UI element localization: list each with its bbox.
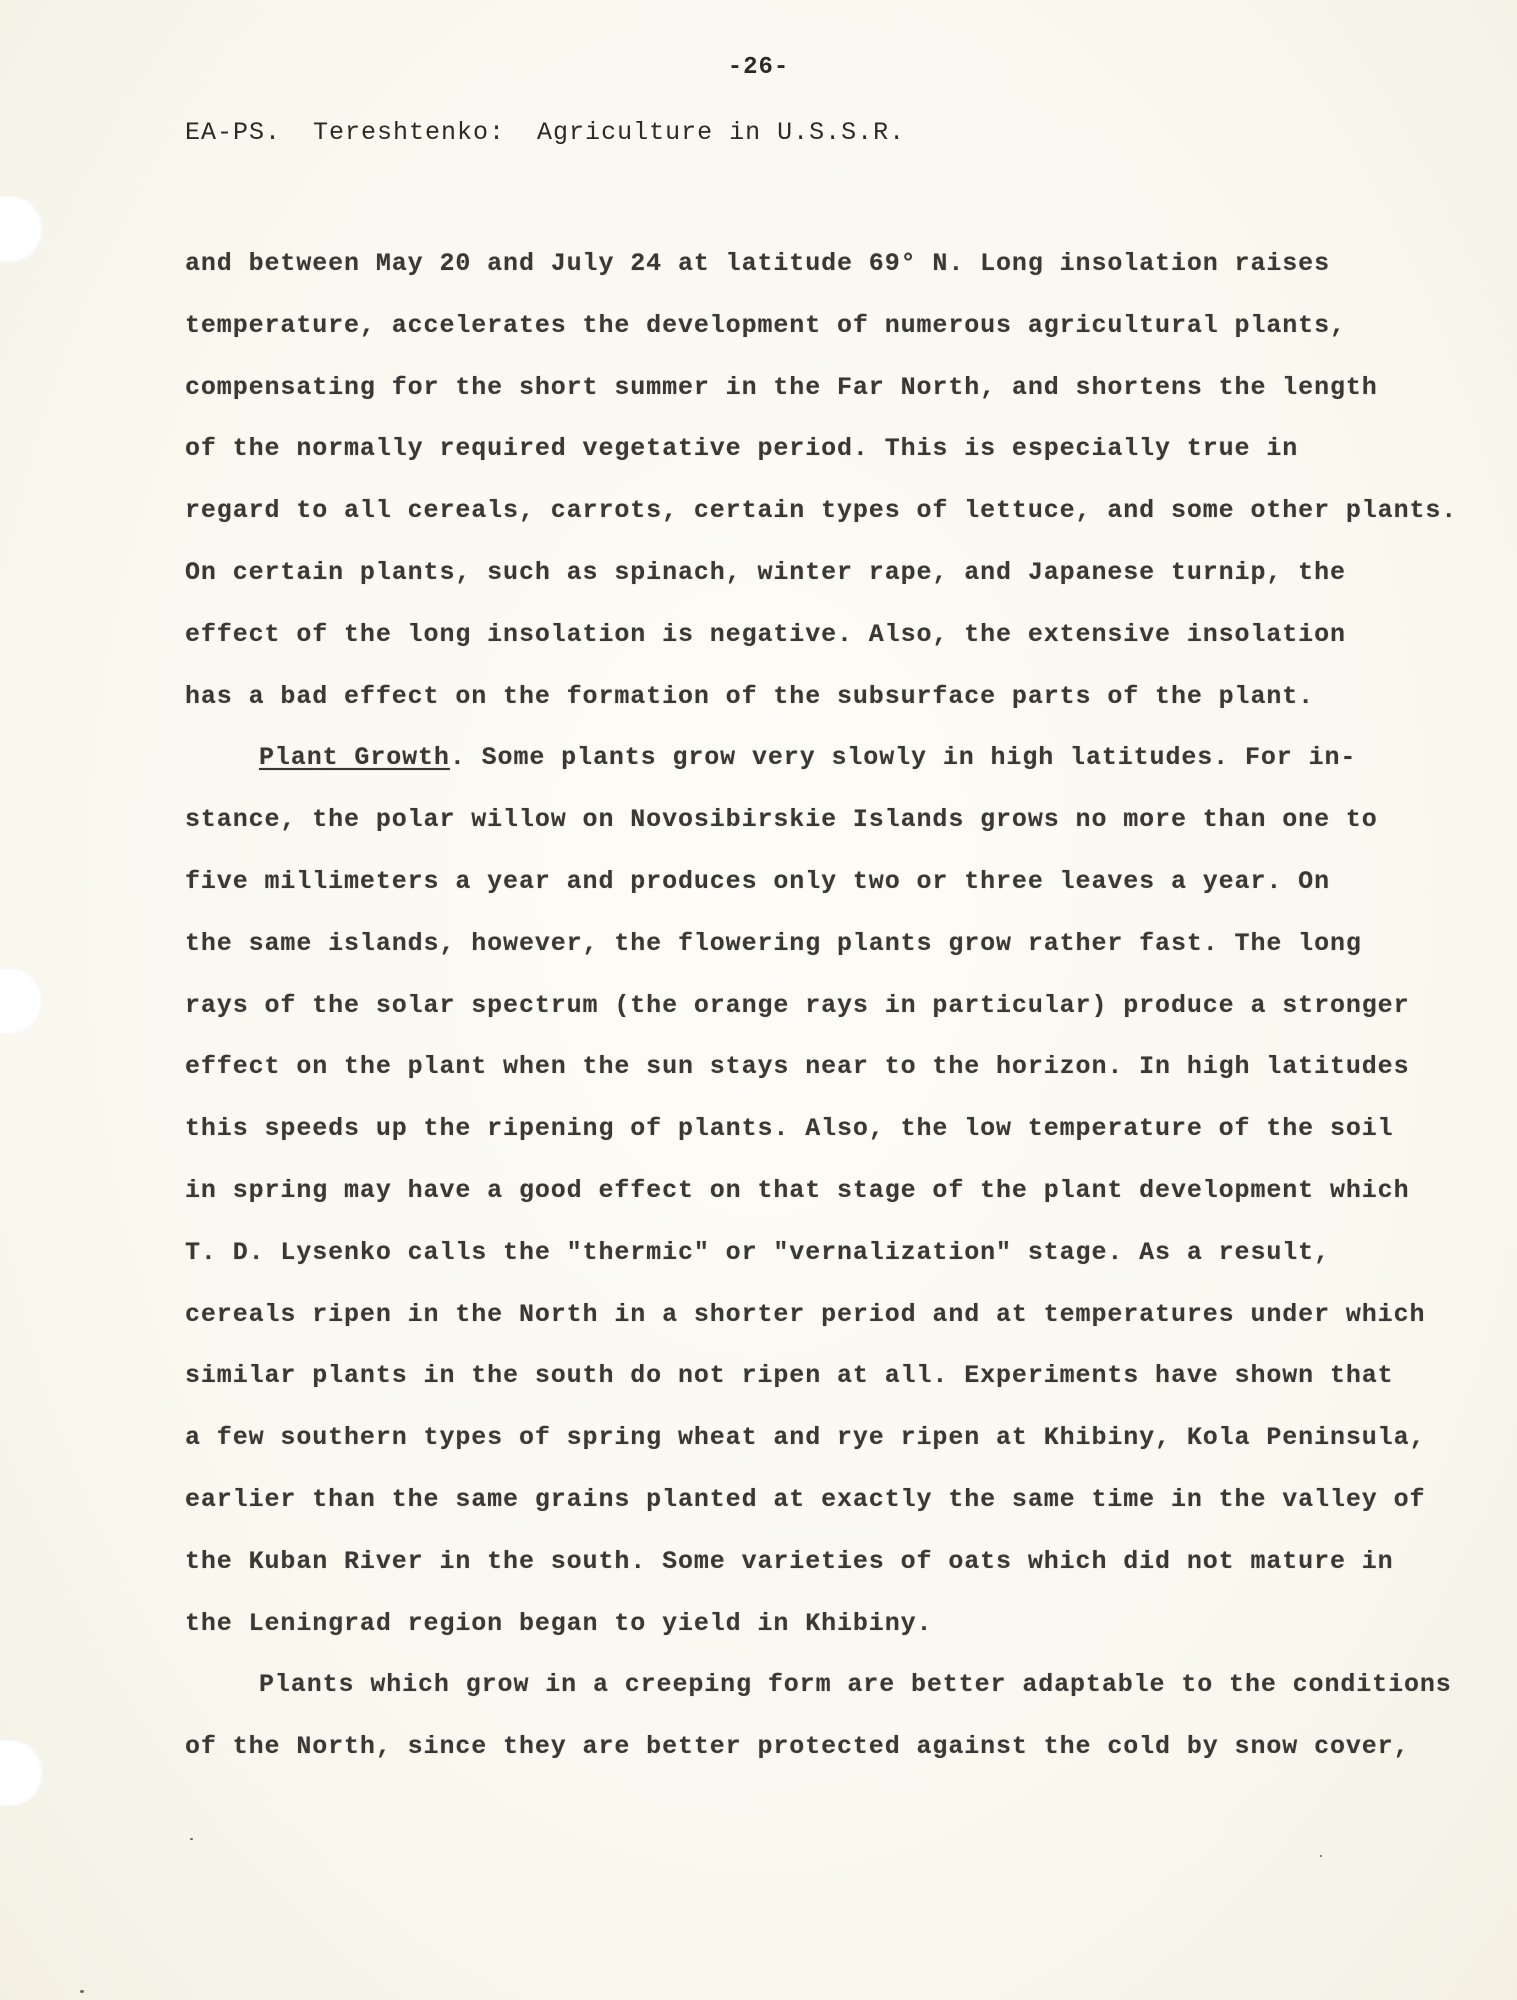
text-line: temperature, accelerates the development of numerous agricultural plants, bbox=[185, 310, 1346, 340]
paragraph-plant-growth bbox=[185, 727, 1426, 1654]
paper-speck bbox=[80, 1990, 84, 1993]
paragraph-creeping-plants bbox=[185, 1654, 1452, 1778]
text-line: the Kuban River in the south. Some varieties of oats which did not mature in bbox=[185, 1546, 1394, 1576]
text-line: a few southern types of spring wheat and rye ripen at Khibiny, Kola Peninsula, bbox=[185, 1423, 1426, 1453]
body-text bbox=[185, 233, 1458, 1778]
text-line: Plants which grow in a creeping form are better adaptable to the conditions bbox=[259, 1670, 1452, 1700]
page-number: -26- bbox=[727, 54, 790, 81]
paper-speck bbox=[1320, 1855, 1322, 1857]
text-line: T. D. Lysenko calls the "thermic" or "vernalization" stage. As a result, bbox=[185, 1237, 1330, 1267]
text-line: five millimeters a year and produces only two or three leaves a year. On bbox=[185, 866, 1330, 896]
text-line: cereals ripen in the North in a shorter period and at temperatures under which bbox=[185, 1299, 1426, 1329]
text-line: and between May 20 and July 24 at latitude 69° N. Long insolation raises bbox=[185, 249, 1330, 278]
text-line: rays of the solar spectrum (the orange rays in particular) produce a stronger bbox=[185, 990, 1410, 1020]
text-line: the Leningrad region began to yield in Khibiny. bbox=[185, 1608, 933, 1638]
punch-hole-middle bbox=[0, 968, 44, 1034]
text-line: has a bad effect on the formation of the subsurface parts of the plant. bbox=[185, 681, 1315, 711]
text-line: of the North, since they are better protected against the cold by snow cover, bbox=[185, 1732, 1410, 1762]
text-line: of the normally required vegetative period. This is especially true in bbox=[185, 434, 1299, 464]
text-line: On certain plants, such as spinach, winter rape, and Japanese turnip, the bbox=[185, 557, 1346, 587]
paper-speck bbox=[190, 1838, 193, 1840]
section-heading-plant-growth: Plant Growth bbox=[259, 743, 450, 773]
text-line: earlier than the same grains planted at exactly the same time in the valley of bbox=[185, 1484, 1426, 1514]
text-line-rest: . Some plants grow very slowly in high latitudes. For in- bbox=[449, 743, 1357, 773]
text-line: compensating for the short summer in the Far North, and shortens the length bbox=[185, 372, 1378, 402]
punch-hole-top bbox=[0, 196, 44, 262]
paragraph-insolation bbox=[185, 233, 1458, 727]
text-line: similar plants in the south do not ripen at all. Experiments have shown that bbox=[185, 1361, 1394, 1391]
punch-hole-bottom bbox=[0, 1740, 44, 1806]
document-header: EA-PS. Tereshtenko: Agriculture in U.S.S.R. bbox=[185, 118, 906, 147]
text-line-first bbox=[185, 727, 1405, 789]
text-line: effect on the plant when the sun stays near to the horizon. In high latitudes bbox=[185, 1052, 1410, 1082]
text-line: the same islands, however, the flowering plants grow rather fast. The long bbox=[185, 928, 1362, 958]
text-line: this speeds up the ripening of plants. Also, the low temperature of the soil bbox=[185, 1114, 1394, 1144]
text-line: regard to all cereals, carrots, certain types of lettuce, and some other plants. bbox=[185, 496, 1458, 526]
text-line: effect of the long insolation is negative. Also, the extensive insolation bbox=[185, 619, 1346, 649]
text-line: stance, the polar willow on Novosibirskie Islands grows no more than one to bbox=[185, 805, 1378, 835]
text-line: in spring may have a good effect on that stage of the plant development which bbox=[185, 1175, 1410, 1205]
